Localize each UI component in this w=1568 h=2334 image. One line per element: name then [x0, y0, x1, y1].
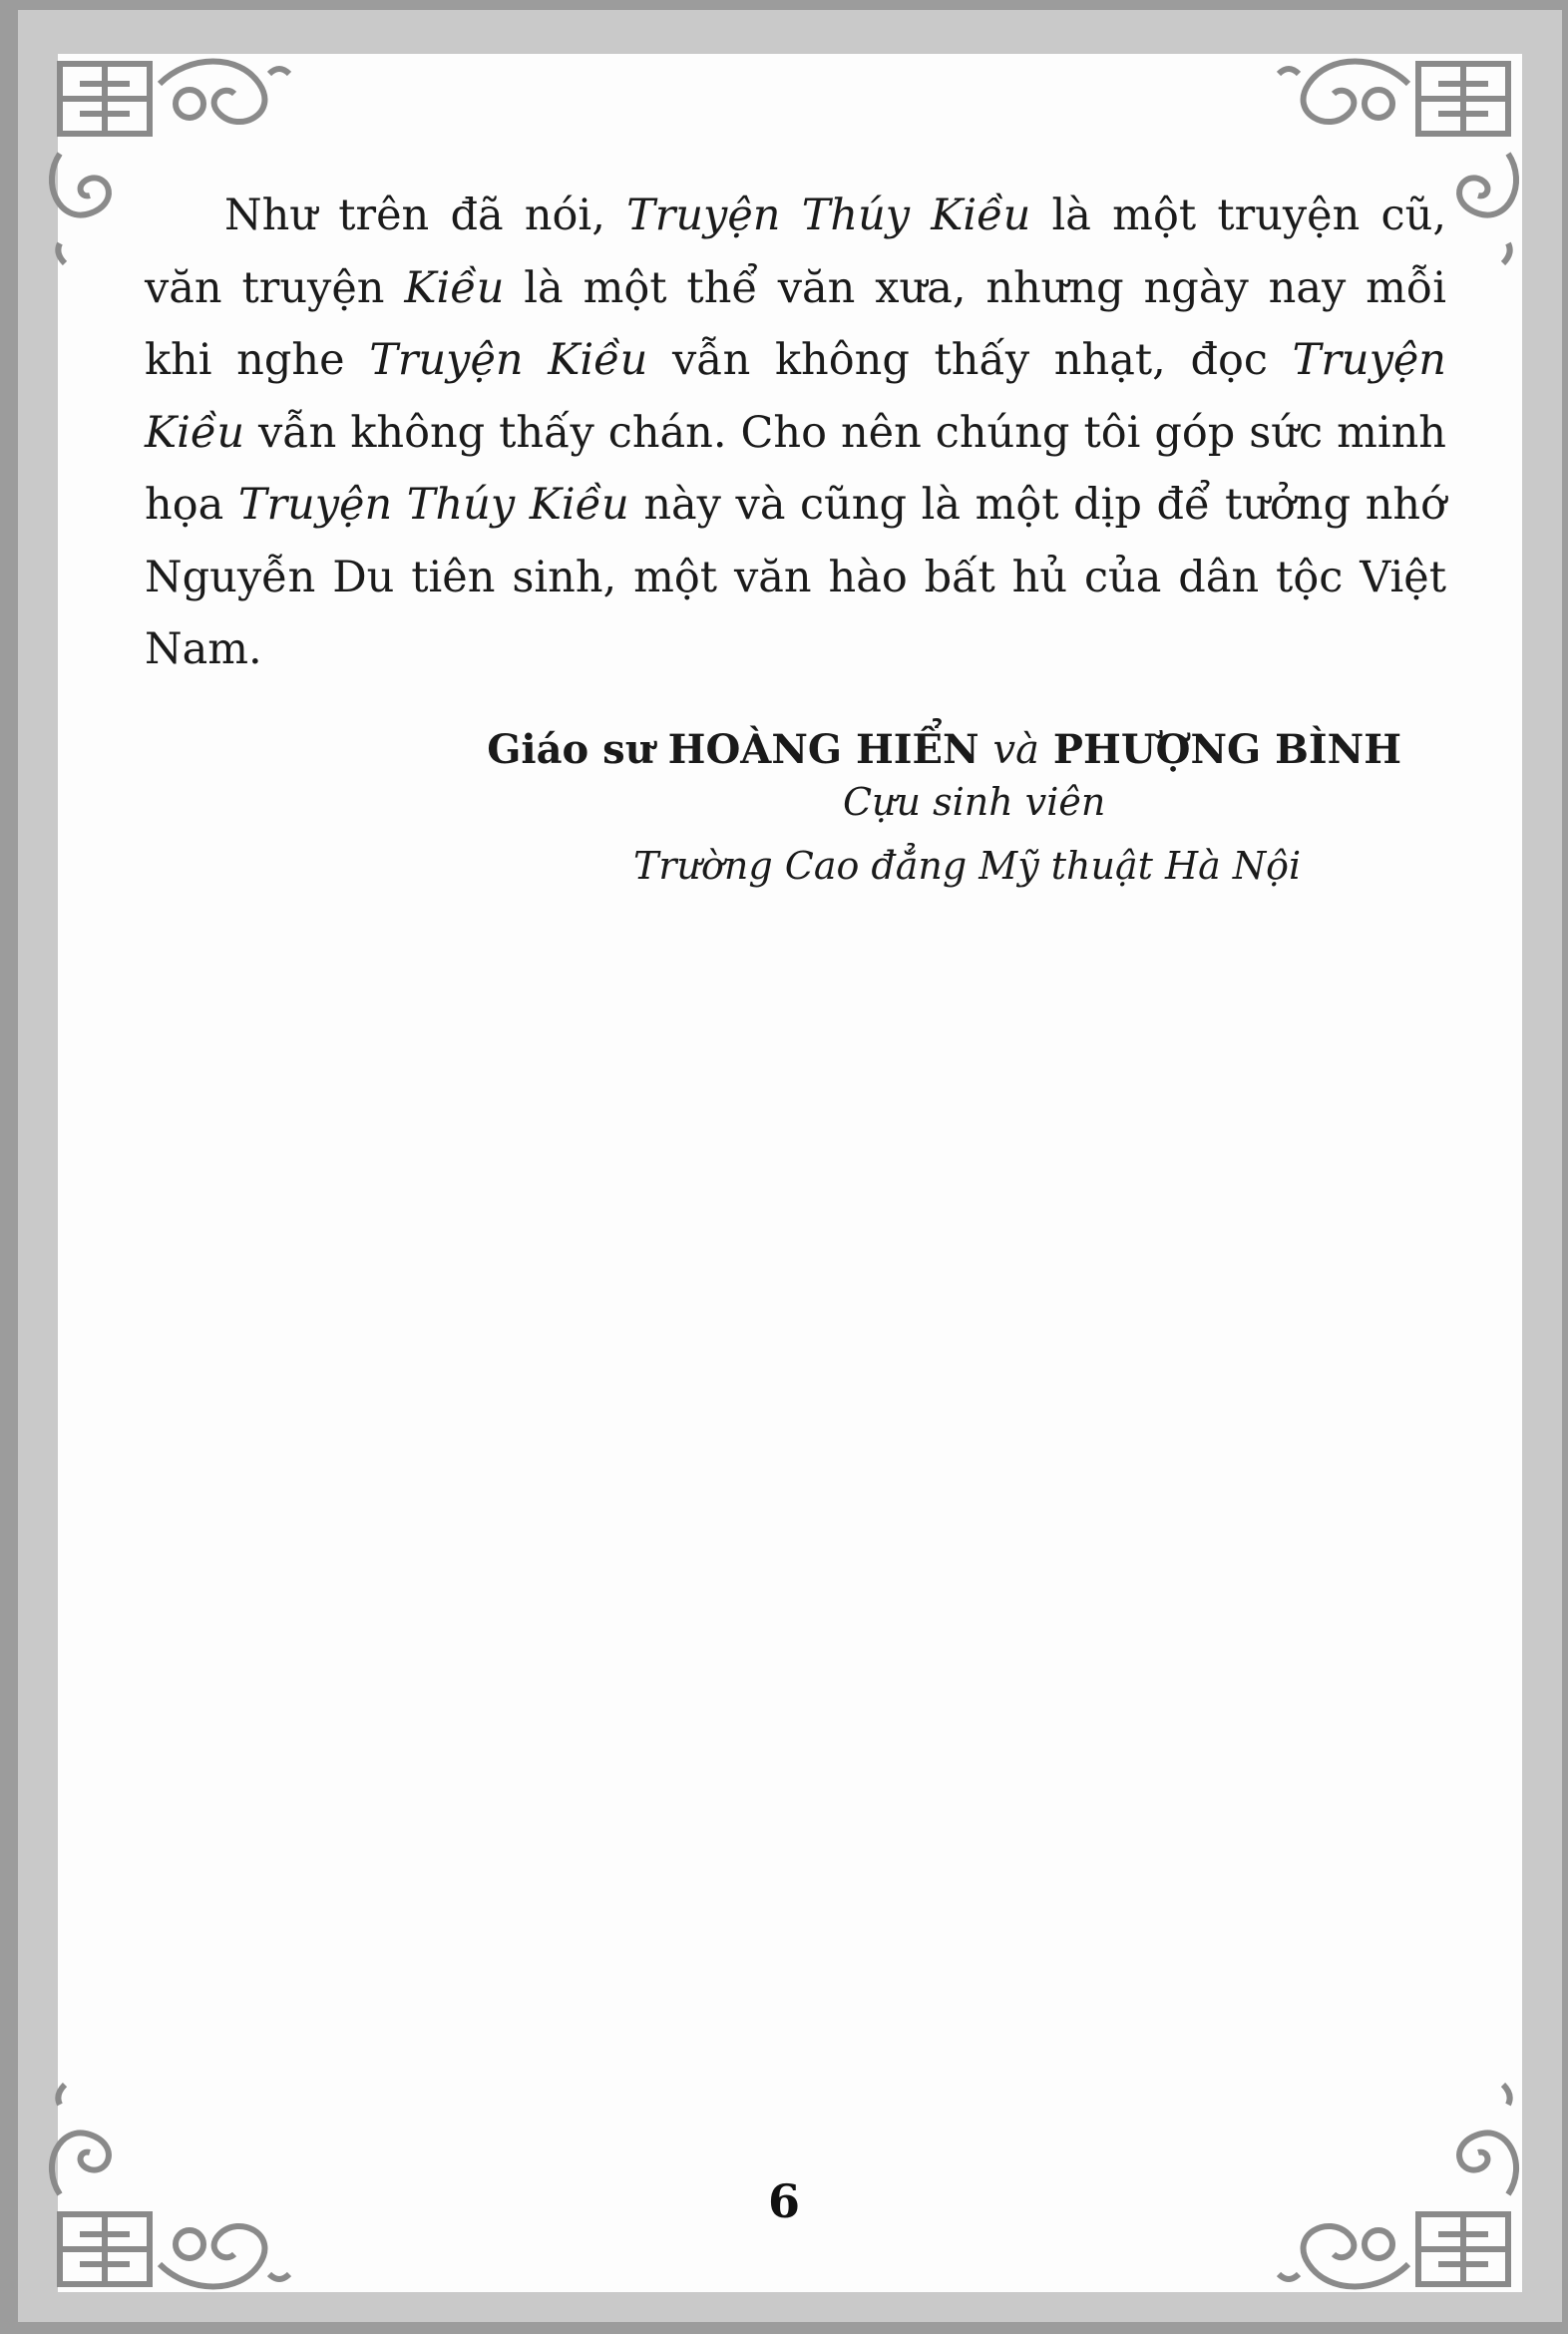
- text-segment: là một thể văn xưa, nhưng ngày nay mỗi khi nghe: [145, 262, 1446, 385]
- conjunction: và: [992, 727, 1039, 773]
- page-number: 6: [767, 2174, 800, 2228]
- book-title: Truyện Thúy Kiều: [237, 480, 629, 530]
- book-title: Kiều: [404, 262, 505, 313]
- book-title: Truyện Kiều: [369, 335, 648, 385]
- author-school: Trường Cao đẳng Mỹ thuật Hà Nội: [633, 844, 1302, 888]
- author-name: Giáo sư HOÀNG HIỂN: [487, 726, 980, 773]
- book-title: Truyện Thúy Kiều: [626, 191, 1031, 240]
- signature-block: [145, 718, 1401, 888]
- signature-authors: [145, 718, 1401, 782]
- text-segment: vẫn không thấy chán. Cho nên chúng tôi góp sức minh họa: [145, 407, 1446, 530]
- text-segment: vẫn không thấy nhạt, đọc: [647, 335, 1293, 385]
- text-segment: này và cũng là một dịp để tưởng nhớ Nguyễn Du tiên sinh, một văn hào bất hủ của dân tộc Việt Nam.: [145, 480, 1446, 674]
- text-segment: Như trên đã nói,: [224, 191, 627, 240]
- body-paragraph: [145, 180, 1446, 686]
- author-role: Cựu sinh viên: [843, 780, 1106, 824]
- main-content: [145, 180, 1447, 888]
- book-title: Truyện Kiều: [145, 335, 1447, 458]
- text-segment: là một truyện cũ, văn truyện: [145, 191, 1446, 313]
- author-name: PHƯỢNG BÌNH: [1052, 726, 1401, 773]
